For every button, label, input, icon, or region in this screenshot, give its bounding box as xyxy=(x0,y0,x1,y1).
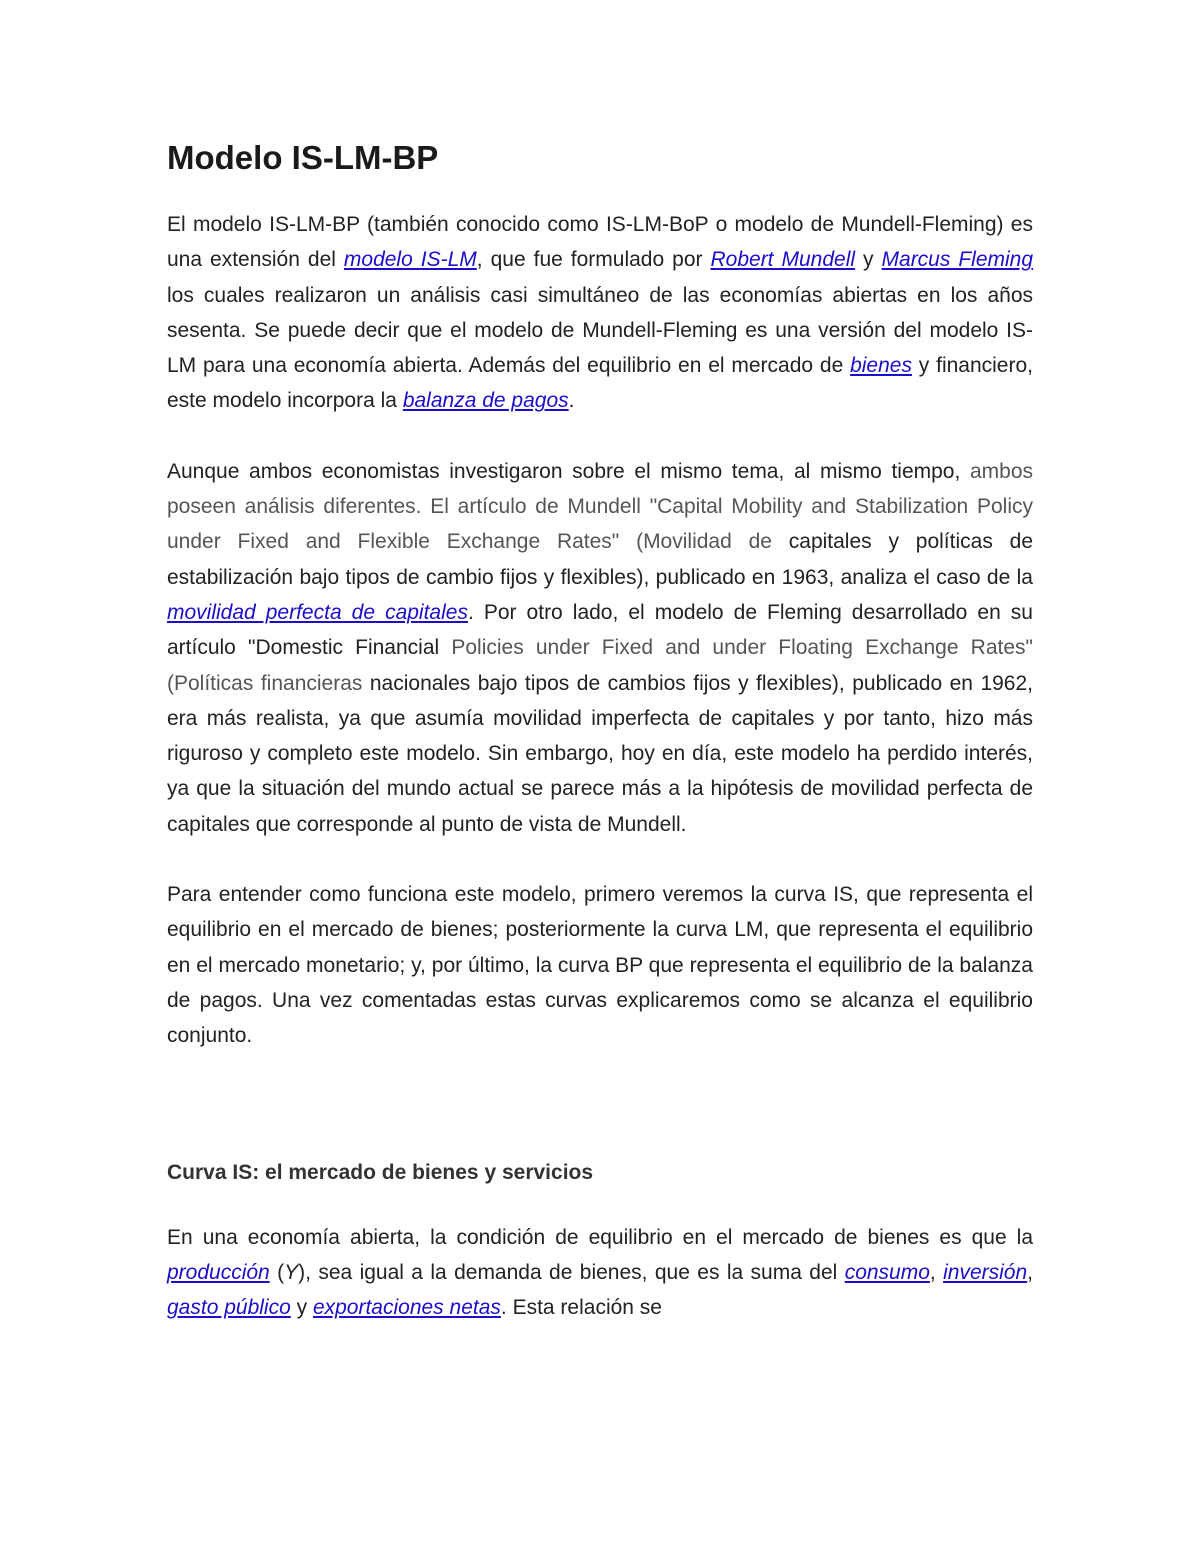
link-bienes[interactable]: bienes xyxy=(850,354,912,378)
link-modelo-is-lm[interactable]: modelo IS-LM xyxy=(343,248,477,272)
page-title: Modelo IS-LM-BP xyxy=(167,139,439,176)
text-run: y xyxy=(290,1296,313,1320)
link-inversion[interactable]: inversión xyxy=(943,1260,1028,1284)
link-consumo[interactable]: consumo xyxy=(844,1260,930,1284)
variable-y: Y xyxy=(284,1260,299,1284)
paragraph-history xyxy=(167,454,1033,842)
text-run: , xyxy=(1027,1260,1034,1284)
link-exportaciones-netas[interactable]: exportaciones netas xyxy=(312,1296,501,1320)
text-run: . xyxy=(568,389,575,413)
link-movilidad-perfecta-de-capitales[interactable]: movilidad perfecta de capitales xyxy=(167,600,468,624)
text-run: Aunque ambos economistas investigaron sobre el mismo tema, al mismo tiempo, xyxy=(167,459,970,483)
text-run: , xyxy=(929,1260,944,1284)
paragraph-intro xyxy=(167,207,1033,419)
text-run: nacionales bajo tipos de cambios fijos y flexibles), publicado en 1962, era más realista, ya que asumía movilidad imperfecta de capitales y por tanto, hizo más riguroso y completo este modelo. Sin embargo, hoy en día, este modelo ha perdido interés, ya que la situación del mundo actual se parece más a la hipótesis de movilidad perfecta de capitales que corresponde al punto de vista de Mundell. xyxy=(167,671,1033,836)
text-run: ), sea igual a la demanda de bienes, que es la suma del xyxy=(298,1260,845,1284)
paragraph-curva-is xyxy=(167,1220,1033,1326)
text-run: capitales y políticas de estabilización bajo tipos de cambio fijos y flexibles), publicado en 1963, analiza el caso de la xyxy=(167,530,1033,589)
text-run-quoted: Policies under Fixed and under Floating Exchange Rates" (Políticas financieras xyxy=(167,636,1033,695)
section-heading-curva-is: Curva IS: el mercado de bienes y servicios xyxy=(167,1160,594,1184)
text-run: los cuales realizaron un análisis casi simultáneo de las economías abiertas en los años sesenta. Se puede decir que el modelo de Mundell-Fleming es una versión del modelo IS-LM para una economía abierta. Además del equilibrio en el mercado de xyxy=(167,283,1033,378)
document-page xyxy=(167,138,1033,1325)
text-run: , que fue formulado por xyxy=(476,248,711,272)
text-run: ( xyxy=(269,1260,285,1284)
text-run: . Esta relación se xyxy=(500,1296,662,1320)
link-marcus-fleming[interactable]: Marcus Fleming xyxy=(881,248,1034,272)
text-run: El modelo IS-LM-BP (también conocido como IS-LM-BoP o modelo de Mundell-Fleming) es una extensión del xyxy=(167,213,1033,272)
text-run-quoted: ambos poseen análisis diferentes. El artículo de Mundell "Capital Mobility and Stabilization Policy under Fixed and Flexible Exchange Rates" (Movilidad de xyxy=(167,459,1033,554)
link-robert-mundell[interactable]: Robert Mundell xyxy=(710,248,856,272)
link-balanza-de-pagos[interactable]: balanza de pagos xyxy=(402,389,569,413)
text-run: . Por otro lado, el modelo de Fleming desarrollado en su artículo "Domestic Financial xyxy=(167,600,1033,660)
link-gasto-publico[interactable]: gasto público xyxy=(167,1296,291,1320)
text-run: y financiero, este modelo incorpora la xyxy=(167,354,1033,413)
text-run: En una economía abierta, la condición de equilibrio en el mercado de bienes es que la xyxy=(167,1225,1033,1249)
text-run: y xyxy=(855,248,882,272)
paragraph-overview: Para entender como funciona este modelo, primero veremos la curva IS, que representa el equilibrio en el mercado de bienes; posteriormente la curva LM, que representa el equilibrio en el mercado monetario; y, por último, la curva BP que representa el equilibrio de la balanza de pagos. Una vez comentadas estas curvas explicaremos como se alcanza el equilibrio conjunto. xyxy=(167,883,1033,1048)
link-produccion[interactable]: producción xyxy=(167,1260,270,1284)
